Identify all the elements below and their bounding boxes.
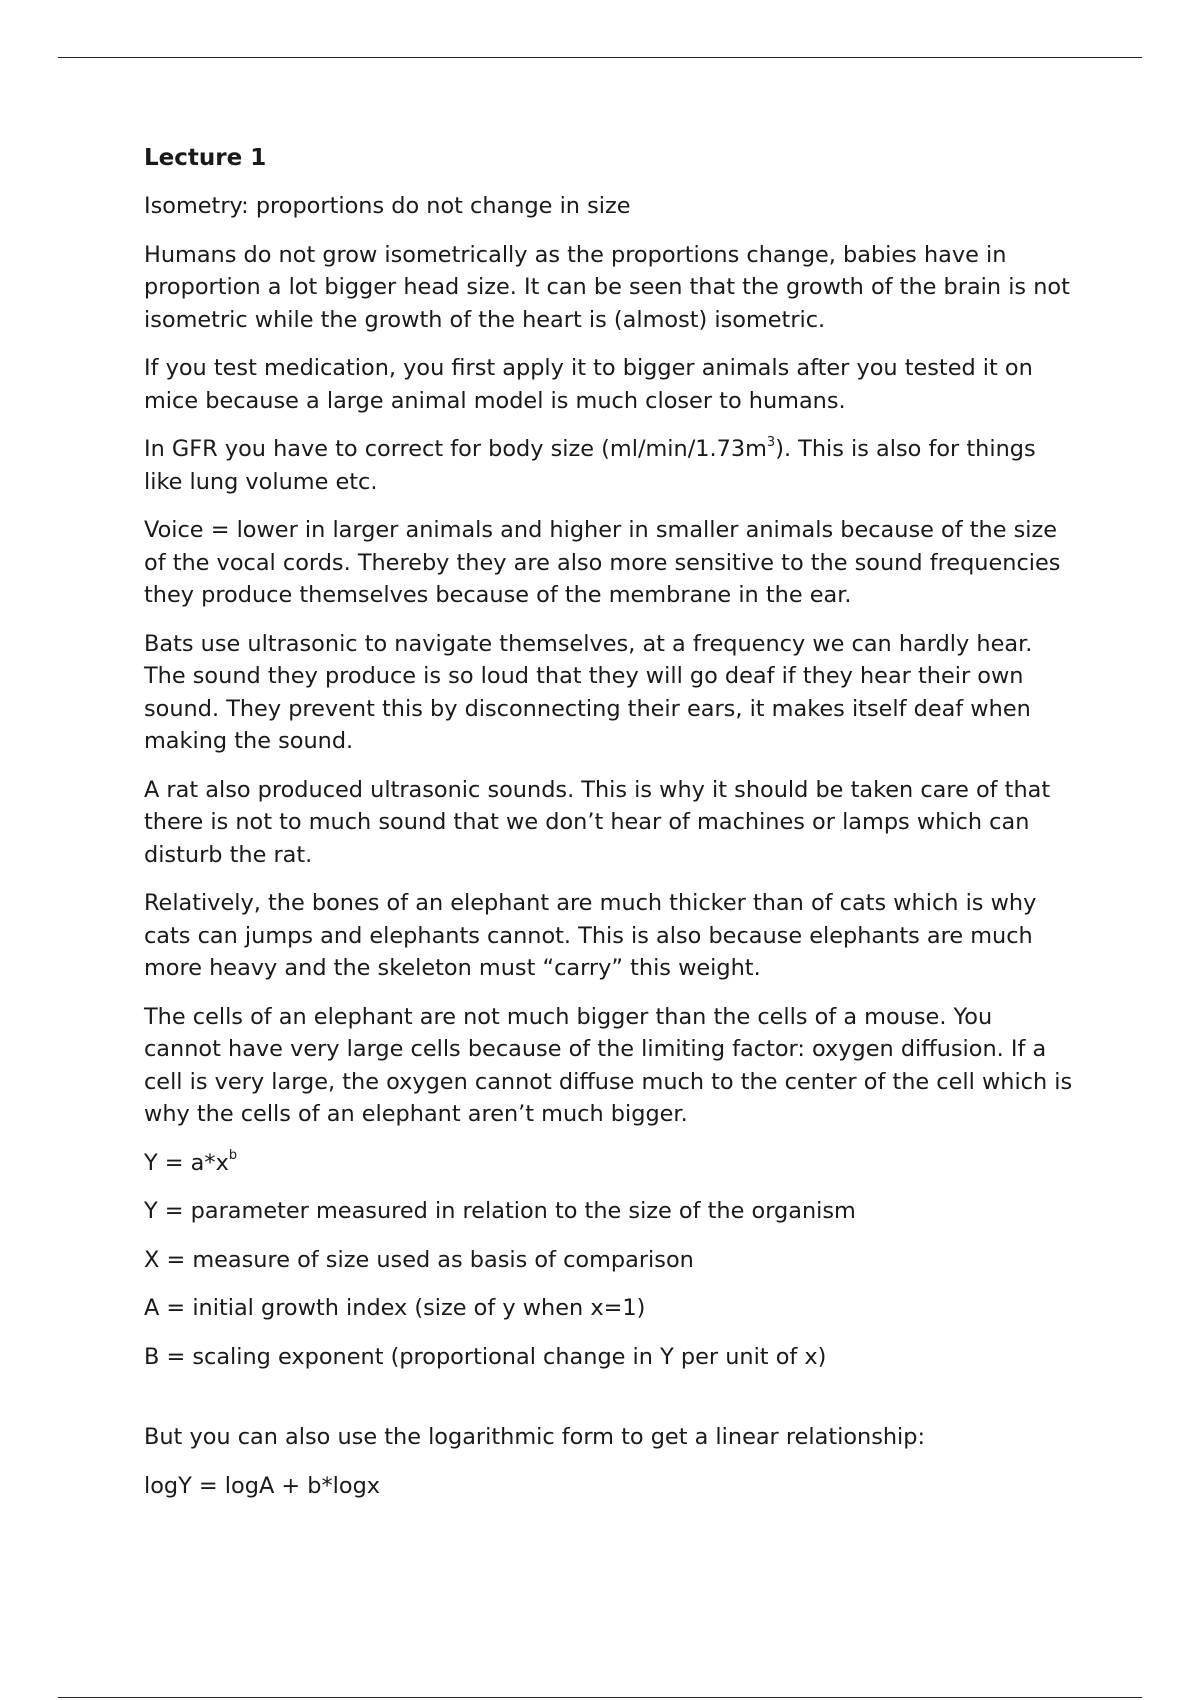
lecture-heading: Lecture 1 — [144, 145, 267, 171]
paragraph-voice: Voice = lower in larger animals and higher in smaller animals because of the size of the vocal cords. Thereby they are also more sensitive to the sound frequencies they produce themselves because of the membrane in the ear. — [144, 517, 1061, 608]
paragraph-rat: A rat also produced ultrasonic sounds. This is why it should be taken care of that there is not to much sound that we don’t hear of machines or lamps which can disturb the rat. — [144, 776, 1051, 868]
paragraph-medication: If you test medication, you first apply it to bigger animals after you tested it on mice because a large animal model is much closer to humans. — [144, 355, 1033, 414]
paragraph-gfr — [144, 433, 1074, 498]
footer-rule — [58, 1697, 1142, 1698]
gfr-text-before: In GFR you have to correct for body size (ml/min/1.73m — [144, 436, 767, 462]
header-rule — [58, 57, 1142, 58]
document-body — [144, 142, 1074, 1518]
paragraph-cells: The cells of an elephant are not much bigger than the cells of a mouse. You cannot have very large cells because of the limiting factor: oxygen diffusion. If a cell is very large, the oxygen cannot diffuse much to the center of the cell which is why the cells of an elephant aren’t much bigger. — [144, 1003, 1073, 1127]
definition-y: Y = parameter measured in relation to the size of the organism — [144, 1198, 856, 1224]
paragraph-logarithmic: But you can also use the logarithmic form to get a linear relationship: — [144, 1424, 926, 1450]
formula-exponent: b — [228, 1148, 238, 1164]
allometric-formula — [144, 1147, 1074, 1180]
definition-a: A = initial growth index (size of y when x=1) — [144, 1295, 646, 1321]
paragraph-bones: Relatively, the bones of an elephant are much thicker than of cats which is why cats can jumps and elephants cannot. This is also because elephants are much more heavy and the skeleton must “carry” this weight. — [144, 890, 1037, 981]
paragraph-humans: Humans do not grow isometrically as the proportions change, babies have in proportion a lot bigger head size. It can be seen that the growth of the brain is not isometric while the growth of the heart is (almost) isometric. — [144, 241, 1070, 333]
gfr-superscript: 3 — [766, 434, 776, 450]
definition-b: B = scaling exponent (proportional change in Y per unit of x) — [144, 1343, 827, 1370]
definition-x: X = measure of size used as basis of comparison — [144, 1246, 694, 1273]
paragraph-bats: Bats use ultrasonic to navigate themselves, at a frequency we can hardly hear. The sound they produce is so loud that they will go deaf if they hear their own sound. They prevent this by disconnecting their ears, it makes itself deaf when making the sound. — [144, 630, 1033, 754]
paragraph-isometry: Isometry: proportions do not change in size — [144, 193, 631, 219]
gfr-text-after: ). This is also for things like lung volume etc. — [144, 436, 1036, 495]
log-formula: logY = logA + b*logx — [144, 1472, 381, 1499]
formula-base: Y = a*x — [144, 1149, 229, 1176]
